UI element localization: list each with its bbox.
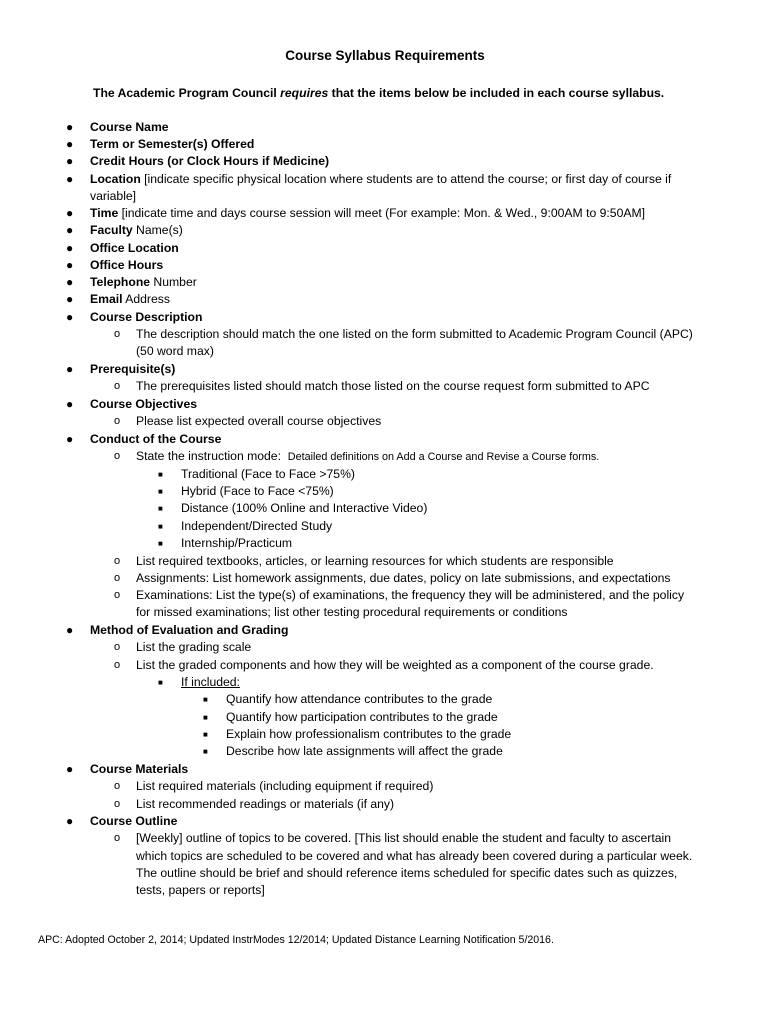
item-conduct: Conduct of the Course: [90, 432, 222, 446]
sub-item-grading-scale: List the grading scale: [136, 640, 252, 654]
item-office-hours: Office Hours: [90, 258, 164, 272]
square-bullet-icon: ■: [158, 522, 163, 531]
bullet-icon: ●: [66, 814, 74, 828]
bullet-icon: ●: [66, 172, 74, 186]
sub-item-recommended-readings: List recommended readings or materials (if any): [136, 797, 395, 811]
item-email: Email Address: [90, 292, 170, 306]
instruction-mode-note: Detailed definitions on Add a Course and Revise a Course forms.: [287, 451, 600, 463]
sub-item-instruction-mode: State the instruction mode: Detailed definitions on Add a Course and Revise a Course forms.: [136, 449, 600, 463]
bullet-icon: ●: [66, 258, 74, 272]
mode-hybrid: Hybrid (Face to Face <75%): [181, 484, 334, 498]
circle-bullet-icon: o: [114, 589, 121, 601]
square-bullet-icon: ■: [158, 470, 163, 479]
item-course-materials: Course Materials: [90, 762, 189, 776]
mode-distance: Distance (100% Online and Interactive Video): [181, 501, 428, 515]
included-participation: Quantify how participation contributes to the grade: [226, 710, 498, 724]
item-faculty: Faculty Name(s): [90, 223, 183, 237]
square-bullet-icon: ■: [158, 487, 163, 496]
intro-emphasis: requires: [280, 86, 329, 100]
bullet-icon: ●: [66, 292, 74, 306]
sub-item-graded-components: List the graded components and how they will be weighted as a component of the course grade.: [136, 658, 654, 672]
sub-item-outline-3: The outline should be brief and should reference items scheduled for specific dates such as quizzes,: [136, 866, 678, 880]
included-professionalism: Explain how professionalism contributes to the grade: [226, 727, 512, 741]
square-bullet-icon: ■: [203, 747, 208, 756]
circle-bullet-icon: o: [114, 572, 121, 584]
bullet-icon: ●: [66, 223, 74, 237]
circle-bullet-icon: o: [114, 450, 121, 462]
sub-item-outline-1: [Weekly] outline of topics to be covered. [This list should enable the student and faculty to ascertain: [136, 831, 671, 845]
bullet-icon: ●: [66, 310, 74, 324]
square-bullet-icon: ■: [158, 504, 163, 513]
square-bullet-icon: ■: [203, 695, 208, 704]
included-late-assignments: Describe how late assignments will affect the grade: [226, 744, 503, 758]
item-credit-hours: Credit Hours (or Clock Hours if Medicine): [90, 154, 330, 168]
square-bullet-icon: ■: [158, 539, 163, 548]
sub-item-outline-4: tests, papers or reports]: [136, 883, 265, 897]
circle-bullet-icon: o: [114, 555, 121, 567]
mode-traditional: Traditional (Face to Face >75%): [181, 467, 355, 481]
item-time: Time [indicate time and days course session will meet (For example: Mon. & Wed., 9:00AM to 9:50AM]: [90, 206, 646, 220]
circle-bullet-icon: o: [114, 380, 121, 392]
sub-item-assignments: Assignments: List homework assignments, due dates, policy on late submissions, and expectations: [136, 571, 671, 585]
if-included-label: If included:: [181, 675, 240, 689]
bullet-icon: ●: [66, 275, 74, 289]
item-course-objectives: Course Objectives: [90, 397, 198, 411]
item-telephone: Telephone Number: [90, 275, 197, 289]
bullet-icon: ●: [66, 432, 74, 446]
page-title: Course Syllabus Requirements: [285, 48, 485, 63]
footer-note: APC: Adopted October 2, 2014; Updated InstrModes 12/2014; Updated Distance Learning Notification 5/2016.: [38, 934, 554, 946]
bullet-icon: ●: [66, 623, 74, 637]
item-course-name: Course Name: [90, 120, 169, 134]
circle-bullet-icon: o: [114, 415, 121, 427]
circle-bullet-icon: o: [114, 641, 121, 653]
square-bullet-icon: ■: [203, 713, 208, 722]
item-evaluation: Method of Evaluation and Grading: [90, 623, 289, 637]
mode-independent: Independent/Directed Study: [181, 519, 333, 533]
sub-item-outline-2: which topics are scheduled to be covered and what has already been covered during a particular week.: [136, 849, 693, 863]
sub-item-objectives: Please list expected overall course objectives: [136, 414, 382, 428]
item-term: Term or Semester(s) Offered: [90, 137, 255, 151]
sub-item-description-match: The description should match the one listed on the form submitted to Academic Program Council (APC): [136, 327, 693, 341]
circle-bullet-icon: o: [114, 798, 121, 810]
square-bullet-icon: ■: [158, 678, 163, 687]
bullet-icon: ●: [66, 206, 74, 220]
intro-statement: The Academic Program Council requires that the items below be included in each course syllabus.: [93, 86, 665, 100]
sub-item-prerequisites: The prerequisites listed should match those listed on the course request form submitted to APC: [136, 379, 650, 393]
sub-item-required-materials: List required materials (including equipment if required): [136, 779, 434, 793]
bullet-icon: ●: [66, 397, 74, 411]
item-prerequisites: Prerequisite(s): [90, 362, 176, 376]
included-attendance: Quantify how attendance contributes to the grade: [226, 692, 493, 706]
sub-item-examinations-cont: for missed examinations; list other testing procedural requirements or conditions: [136, 605, 568, 619]
bullet-icon: ●: [66, 362, 74, 376]
bullet-icon: ●: [66, 120, 74, 134]
bullet-icon: ●: [66, 137, 74, 151]
sub-item-examinations: Examinations: List the type(s) of examinations, the frequency they will be administered, and the policy: [136, 588, 685, 602]
circle-bullet-icon: o: [114, 780, 121, 792]
item-location-cont: variable]: [90, 189, 137, 203]
bullet-icon: ●: [66, 241, 74, 255]
circle-bullet-icon: o: [114, 328, 121, 340]
mode-internship: Internship/Practicum: [181, 536, 293, 550]
circle-bullet-icon: o: [114, 832, 121, 844]
item-office-location: Office Location: [90, 241, 179, 255]
bullet-icon: ●: [66, 762, 74, 776]
item-course-outline: Course Outline: [90, 814, 178, 828]
circle-bullet-icon: o: [114, 659, 121, 671]
item-course-description: Course Description: [90, 310, 203, 324]
bullet-icon: ●: [66, 154, 74, 168]
square-bullet-icon: ■: [203, 730, 208, 739]
item-location: Location [indicate specific physical location where students are to attend the course; or first day of course if: [90, 172, 672, 186]
sub-item-textbooks: List required textbooks, articles, or learning resources for which students are responsible: [136, 554, 614, 568]
sub-item-description-max: (50 word max): [136, 344, 214, 358]
